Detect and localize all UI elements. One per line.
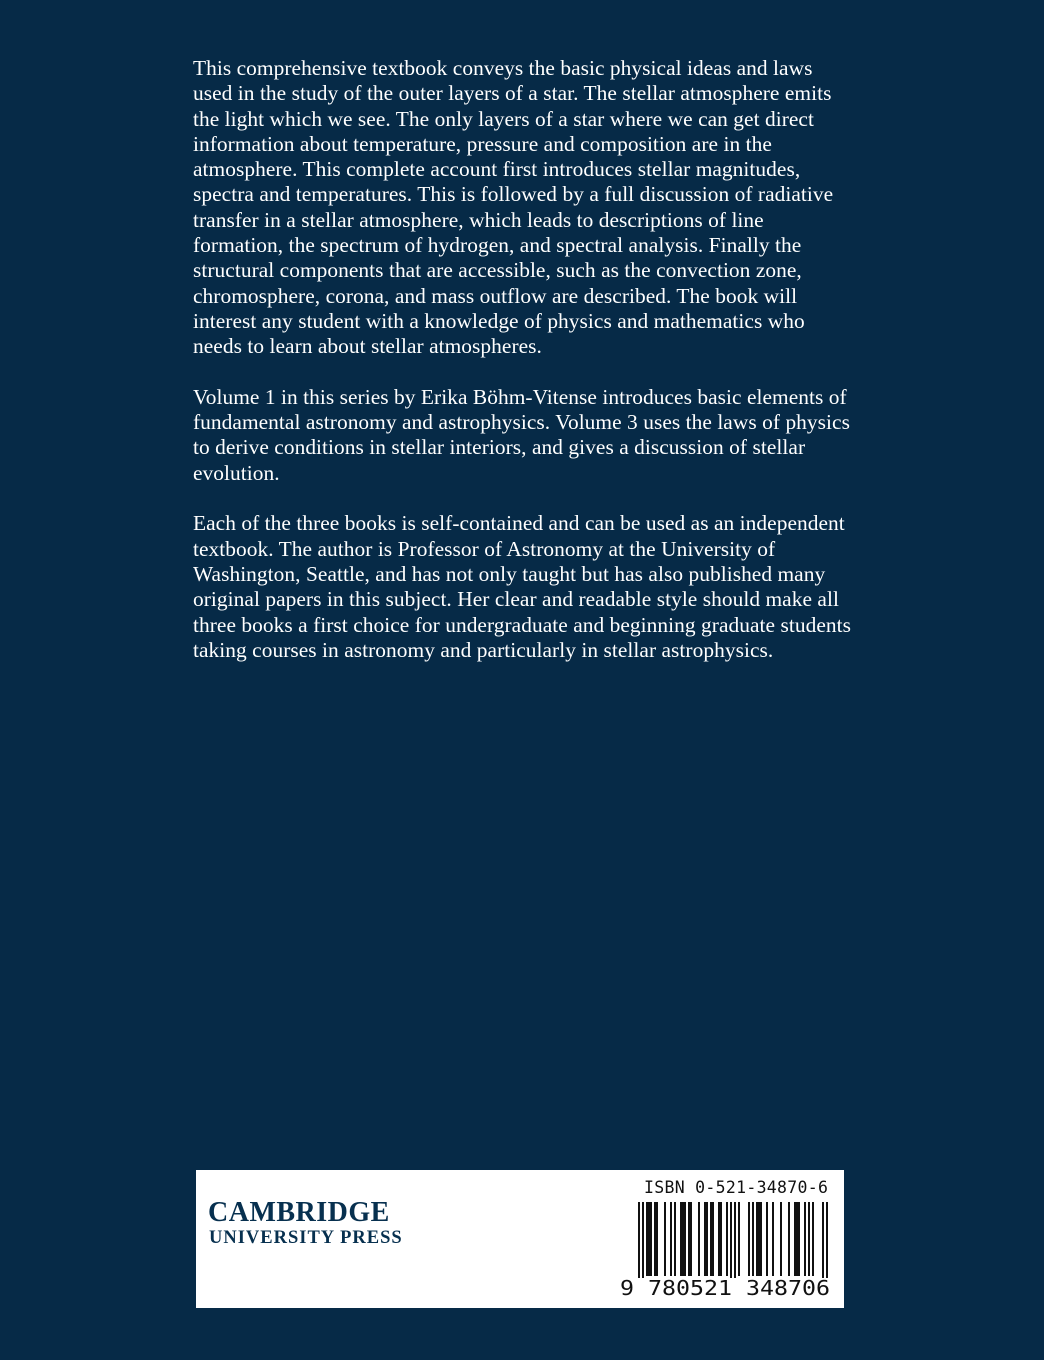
barcode-bar bbox=[684, 1202, 686, 1276]
isbn-label: ISBN 0-521-34870-6 bbox=[644, 1178, 829, 1197]
barcode bbox=[618, 1202, 834, 1300]
barcode-bar bbox=[780, 1202, 782, 1276]
barcode-bar bbox=[706, 1202, 708, 1276]
publisher-logo bbox=[208, 1198, 403, 1248]
blurb-paragraph-1: This comprehensive textbook conveys the basic physical ideas and laws used in the study of the outer layers of a star. The stellar atmosphere emits the light which we see. The only layers of a star where we can get direct information about temperature, pressure and composition are in the atmosphere. This complete account first introduces stellar magnitudes, spectra and temperatures. This is followed by a full discussion of radiative transfer in a stellar atmosphere, which leads to descriptions of line formation, the spectrum of hydrogen, and spectral analysis. Finally the structural components that are accessible, such as the convection zone, chromosphere, corona, and mass outflow are described. The book will interest any student with a knowledge of physics and mathematics who needs to learn about stellar atmospheres. bbox=[193, 56, 834, 359]
publisher-barcode-panel bbox=[196, 1170, 844, 1308]
barcode-bar bbox=[804, 1202, 806, 1276]
barcode-bar bbox=[812, 1202, 814, 1276]
barcode-bar bbox=[712, 1202, 714, 1276]
barcode-bar bbox=[698, 1202, 700, 1276]
publisher-subtitle: UNIVERSITY PRESS bbox=[209, 1228, 403, 1248]
barcode-bar bbox=[656, 1202, 658, 1276]
barcode-bar bbox=[788, 1202, 790, 1276]
barcode-bar bbox=[674, 1202, 676, 1276]
barcode-bar bbox=[772, 1202, 774, 1276]
barcode-bar bbox=[704, 1202, 706, 1276]
back-cover-blurb bbox=[193, 56, 853, 688]
barcode-bar bbox=[726, 1202, 728, 1276]
barcode-bar bbox=[766, 1202, 768, 1276]
blurb-paragraph-3: Each of the three books is self-contained and can be used as an independent textbook. The author is Professor of Astronomy at the University of Washington, Seattle, and has not only taught but has also published many original papers in this subject. Her clear and readable style should make all three books a first choice for undergraduate and beginning graduate students taking courses in astronomy and particularly in stellar astrophysics. bbox=[193, 511, 851, 662]
barcode-bar bbox=[794, 1202, 796, 1276]
blurb-paragraph-2: Volume 1 in this series by Erika Böhm-Vitense introduces basic elements of fundamental astronomy and astrophysics. Volume 3 uses the laws of physics to derive conditions in stellar interiors, and gives a discussion of stellar evolution. bbox=[193, 384, 850, 485]
barcode-bar bbox=[752, 1202, 754, 1276]
publisher-name: CAMBRIDGE bbox=[208, 1197, 390, 1228]
barcode-number: 9 780521 348706 bbox=[620, 1276, 830, 1300]
barcode-bar bbox=[798, 1202, 800, 1276]
barcode-bar bbox=[688, 1202, 690, 1276]
barcode-bar bbox=[808, 1202, 810, 1276]
barcode-bar bbox=[646, 1202, 648, 1276]
barcode-bar bbox=[718, 1202, 720, 1276]
barcode-bar bbox=[648, 1202, 650, 1276]
barcode-bar bbox=[738, 1202, 740, 1276]
barcode-bar bbox=[690, 1202, 692, 1276]
barcode-bar bbox=[682, 1202, 684, 1276]
barcode-bar bbox=[748, 1202, 750, 1276]
barcode-bar bbox=[670, 1202, 672, 1276]
barcode-bar bbox=[654, 1202, 656, 1276]
barcode-bar bbox=[680, 1202, 682, 1276]
barcode-bar bbox=[796, 1202, 798, 1276]
barcode-bar bbox=[650, 1202, 652, 1276]
barcode-bar bbox=[760, 1202, 762, 1276]
barcode-bar bbox=[664, 1202, 666, 1276]
barcode-bar bbox=[756, 1202, 758, 1276]
barcode-bar bbox=[758, 1202, 760, 1276]
barcode-bar bbox=[710, 1202, 712, 1276]
barcode-bar bbox=[720, 1202, 722, 1276]
